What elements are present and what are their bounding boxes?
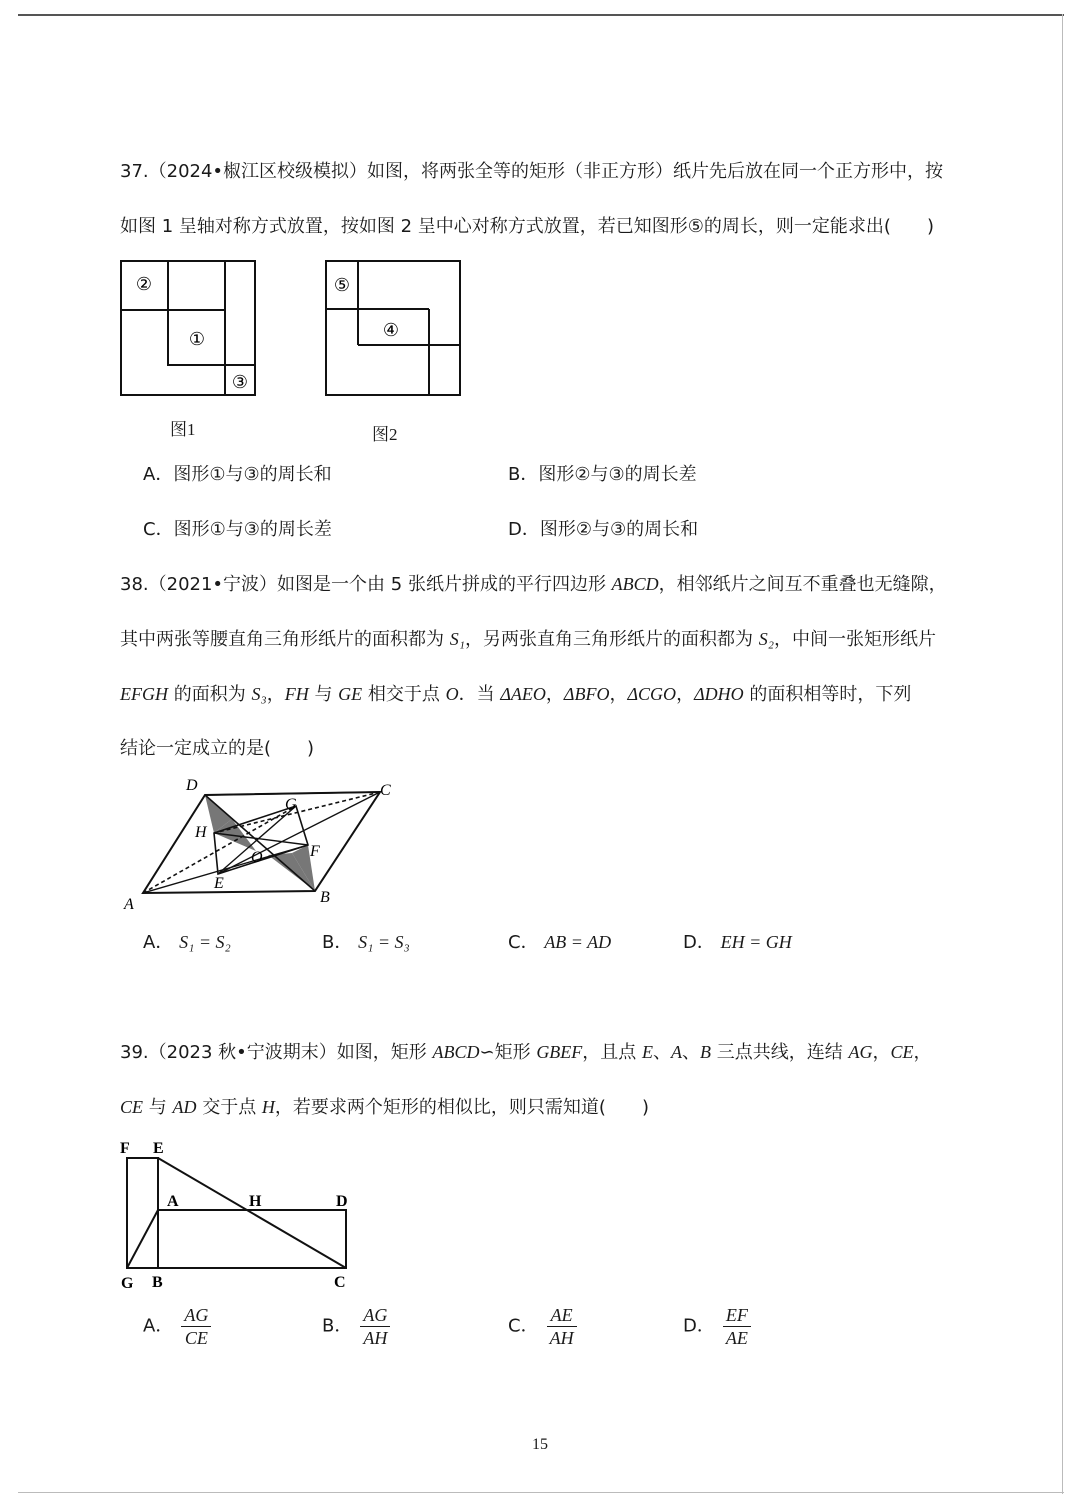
q38-option-c[interactable] [508, 927, 611, 958]
q39-option-c[interactable] [508, 1304, 577, 1349]
pt-F: F [120, 1140, 130, 1157]
q38-stem-line-2: 其中两张等腰直角三角形纸片的面积都为 S₁，另两张直角三角形纸片的面积都为 S₂，中间一张矩形纸片 [120, 629, 936, 650]
fig1-label-1: ① [188, 329, 206, 349]
pt-D: D [186, 777, 198, 794]
pt-D: D [336, 1193, 348, 1210]
option-fraction: $\frac{AG}{AH}$ [360, 1304, 390, 1349]
pt-B: B [320, 889, 330, 906]
fig2-label-4: ④ [382, 320, 400, 340]
q38-parallelogram-figure [118, 775, 408, 915]
option-text: 图形②与③的周长差 [538, 464, 697, 485]
option-text: 图形①与③的周长差 [173, 519, 332, 540]
pt-B: B [152, 1274, 163, 1291]
option-letter: D． [683, 932, 715, 953]
option-expr: S₁ = S₂ [179, 932, 231, 952]
pt-G: G [285, 796, 297, 813]
q39-rectangles-figure [116, 1136, 366, 1296]
pt-C: C [380, 782, 391, 799]
option-fraction: $\frac{AG}{CE}$ [181, 1304, 211, 1349]
option-letter: B． [322, 932, 353, 953]
q37-option-c[interactable] [143, 515, 332, 545]
q37-option-d[interactable] [508, 515, 698, 545]
option-letter: D． [683, 1315, 715, 1337]
page-top-rule [18, 14, 1064, 16]
q37-stem-line-1: 37.（2024•椒江区校级模拟）如图，将两张全等的矩形（非正方形）纸片先后放在同一个正方形中，按 [120, 161, 944, 182]
q39-option-a[interactable] [143, 1304, 211, 1349]
option-letter: B． [322, 1315, 353, 1337]
pt-G: G [121, 1275, 134, 1292]
option-letter: A． [143, 1315, 174, 1337]
page-number: 15 [532, 1436, 548, 1453]
q37-figure-2 [323, 258, 465, 400]
q38-stem-line-1: 38.（2021•宁波）如图是一个由 5 张纸片拼成的平行四边形 ABCD，相邻纸片之间互不重叠也无缝隙， [120, 574, 947, 595]
fig2-label-5: ⑤ [333, 275, 351, 295]
option-text: 图形②与③的周长和 [539, 519, 699, 540]
option-letter: A． [143, 464, 174, 485]
fig1-caption: 图1 [170, 420, 196, 439]
option-letter: B． [508, 464, 539, 485]
pt-H: H [249, 1193, 262, 1210]
q39-stem-line-2: CE 与 AD 交于点 H，若要求两个矩形的相似比，则只需知道( ) [120, 1097, 649, 1118]
option-letter: C． [508, 932, 539, 953]
fig1-label-2: ② [135, 274, 153, 294]
q37-option-a[interactable] [143, 460, 332, 490]
q37-option-b[interactable] [508, 460, 697, 490]
q39-option-d[interactable] [683, 1304, 751, 1349]
page-bottom-edge [18, 1492, 1064, 1493]
pt-E: E [214, 875, 224, 892]
fig2-caption: 图2 [372, 425, 398, 444]
q38-option-b[interactable] [322, 927, 410, 958]
q38-stem-line-3: EFGH 的面积为 S₃，FH 与 GE 相交于点 O．当 ΔAEO，ΔBFO，ΔCGO，ΔDHO 的面积相等时，下列 [120, 684, 912, 705]
fig1-label-3: ③ [231, 372, 249, 392]
q38-option-a[interactable] [143, 927, 231, 958]
pt-F: F [310, 843, 320, 860]
q37-figure-1 [118, 258, 260, 400]
option-letter: D． [508, 519, 540, 540]
q39-stem-line-1: 39.（2023 秋•宁波期末）如图，矩形 ABCD∽矩形 GBEF，且点 E、A、B 三点共线，连结 AG，CE， [120, 1042, 932, 1063]
page-right-edge [1062, 14, 1063, 1494]
q38-stem-line-4: 结论一定成立的是( ) [120, 738, 315, 759]
option-letter: A． [143, 932, 174, 953]
q37-stem-line-2: 如图 1 呈轴对称方式放置，按如图 2 呈中心对称方式放置，若已知图形⑤的周长，则一定能求出( ) [120, 216, 934, 237]
option-letter: C． [508, 1315, 539, 1337]
pt-A: A [167, 1193, 179, 1210]
pt-A: A [124, 896, 134, 913]
q38-option-d[interactable] [683, 927, 792, 958]
pt-E: E [153, 1140, 164, 1157]
option-letter: C． [143, 519, 174, 540]
option-text: 图形①与③的周长和 [173, 464, 332, 485]
option-expr: AB = AD [544, 932, 612, 952]
option-expr: S₁ = S₃ [358, 932, 410, 952]
option-fraction: $\frac{EF}{AE}$ [723, 1304, 751, 1349]
option-fraction: $\frac{AE}{AH}$ [547, 1304, 577, 1349]
option-expr: EH = GH [720, 932, 792, 952]
q39-option-b[interactable] [322, 1304, 390, 1349]
pt-O: O [251, 849, 263, 866]
pt-H: H [195, 824, 207, 841]
pt-C: C [334, 1274, 346, 1291]
